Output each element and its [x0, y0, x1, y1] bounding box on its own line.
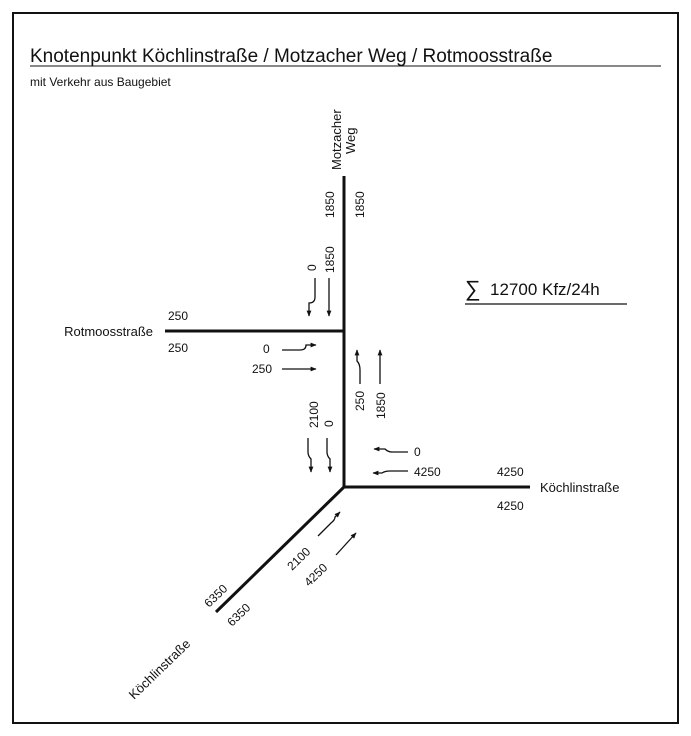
turn-east-lower: 4250	[414, 465, 441, 479]
turn-east-upper: 0	[414, 445, 421, 459]
turn-west-left: 0	[263, 342, 270, 356]
volume-east-top: 4250	[497, 465, 524, 479]
turn-vertical-up-right: 1850	[374, 392, 388, 419]
turn-southwest-upper: 2100	[284, 544, 314, 574]
arrow-vertical-up-left	[357, 350, 360, 384]
arrow-north-right-turn	[309, 278, 315, 316]
volume-north-out: 1850	[353, 191, 367, 218]
arrow-west-left-turn	[282, 345, 316, 350]
turn-vertical-down-left: 2100	[307, 401, 321, 428]
volume-southwest-lower: 6350	[224, 600, 254, 630]
turn-vertical-up-left: 250	[353, 390, 367, 411]
turn-north-straight: 1850	[323, 246, 337, 273]
street-name-west: Rotmoosstraße	[64, 324, 153, 339]
volume-north-in: 1850	[323, 191, 337, 218]
road-southwest	[216, 487, 344, 612]
street-name-east: Köchlinstraße	[540, 480, 620, 495]
street-name-southwest: Köchlinstraße	[125, 636, 194, 703]
arrow-vertical-down-left	[308, 438, 311, 472]
turn-vertical-down-right: 0	[322, 420, 336, 427]
arrow-east-lower	[373, 471, 408, 473]
arrow-vertical-down-right	[327, 438, 330, 472]
diagram-subtitle: mit Verkehr aus Baugebiet	[30, 75, 171, 89]
street-name-north-line1: Motzacher	[329, 109, 344, 170]
volume-southwest-upper: 6350	[201, 581, 231, 611]
turn-southwest-lower: 4250	[301, 560, 331, 590]
arrow-southwest-upper	[318, 512, 340, 536]
turn-west-right: 250	[252, 362, 273, 376]
street-name-north-line2: Weg	[343, 127, 358, 154]
total-symbol: ∑	[465, 276, 481, 301]
volume-east-bottom: 4250	[497, 499, 524, 513]
turn-north-right: 0	[305, 264, 319, 271]
arrow-east-upper	[374, 449, 408, 452]
volume-west-top: 250	[168, 309, 189, 323]
volume-west-bottom: 250	[168, 341, 189, 355]
diagram-title: Knotenpunkt Köchlinstraße / Motzacher Weg / Rotmoosstraße	[30, 46, 553, 67]
total-value: 12700 Kfz/24h	[490, 280, 600, 299]
arrow-southwest-lower	[336, 533, 356, 555]
